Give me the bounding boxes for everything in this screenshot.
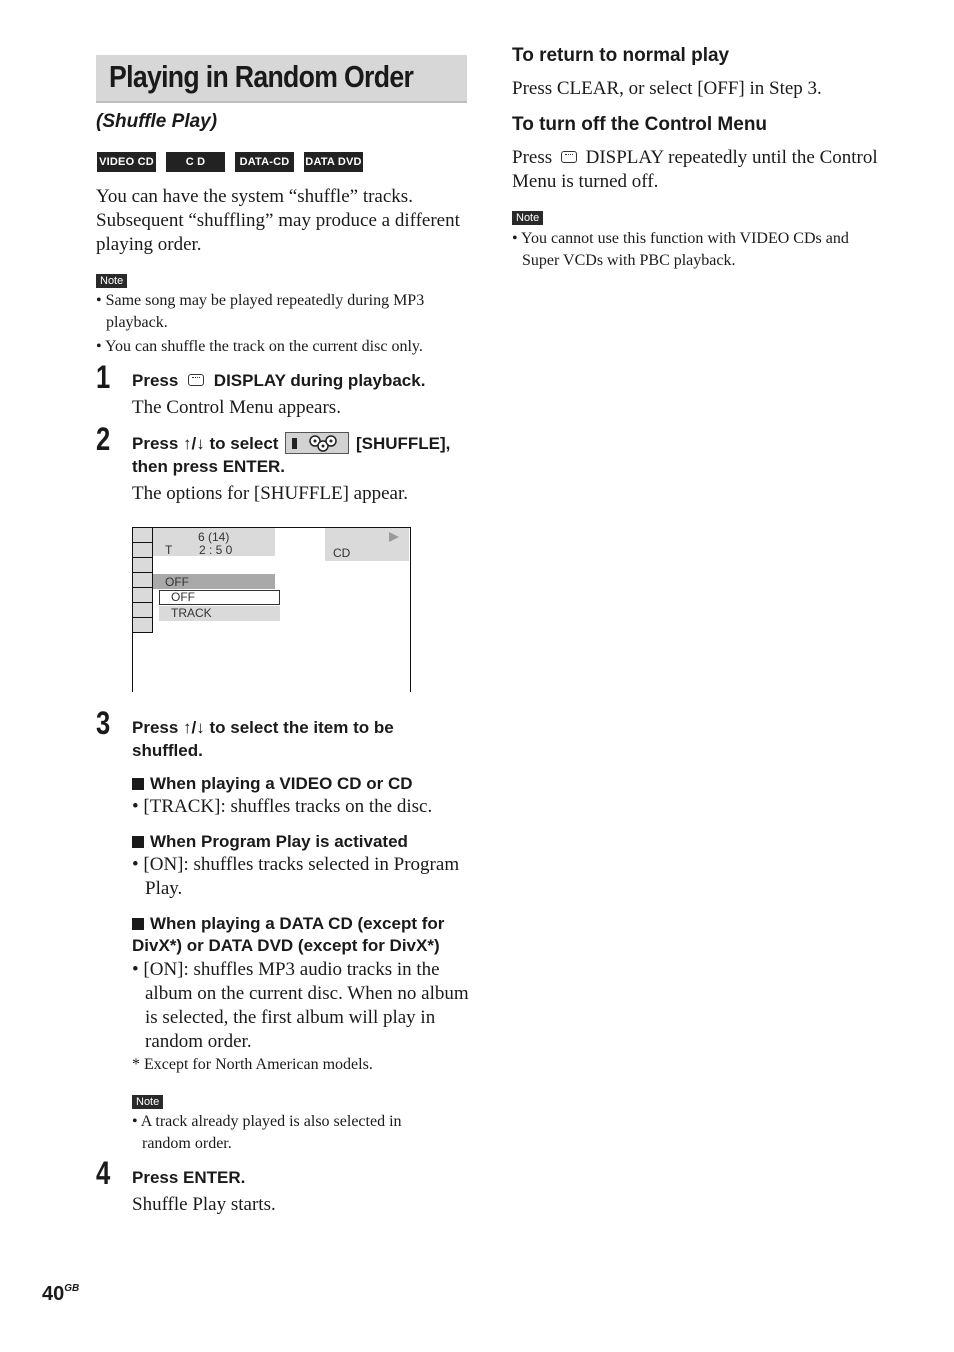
section-body-text: Menu is turned off. [512, 171, 659, 192]
step-body: The Control Menu appears. [132, 397, 341, 418]
case-item [132, 853, 459, 901]
section-heading-off: To turn off the Control Menu [512, 114, 768, 135]
section-press: Press [512, 147, 553, 168]
case-heading-data [132, 913, 444, 957]
step-heading [132, 432, 450, 455]
section-body-text: DISPLAY repeatedly until the Control [585, 147, 878, 168]
case-item-line: Play. [145, 878, 183, 899]
page-subtitle: (Shuffle Play) [96, 111, 218, 132]
note-item: • Same song may be played repeatedly during MP3 [96, 292, 425, 309]
section-body-off [512, 146, 878, 194]
badge-data-dvd: DATA DVD [304, 152, 363, 172]
case-item: • [TRACK]: shuffles tracks on the disc. [132, 796, 433, 817]
time-label: T [165, 543, 173, 557]
step-heading-text: DISPLAY during playback. [213, 371, 426, 390]
badge-cd: C D [166, 152, 225, 172]
note-item: Super VCDs with PBC playback. [522, 252, 736, 269]
badge-data-cd: DATA-CD [235, 152, 294, 172]
note-item: • You cannot use this function with VIDEO CDs and [512, 230, 849, 247]
square-bullet-icon [132, 918, 144, 930]
option-track-label: TRACK [171, 606, 212, 620]
intro-paragraph [96, 185, 460, 257]
step-body: Shuffle Play starts. [132, 1194, 276, 1215]
menu-icon-cell [133, 603, 153, 618]
note-item: playback. [106, 314, 168, 331]
menu-icon-cell [133, 573, 153, 588]
step-number: 4 [96, 1155, 111, 1191]
section-heading-return: To return to normal play [512, 45, 730, 66]
footnote: * Except for North American models. [132, 1056, 373, 1073]
note-list [132, 1111, 402, 1155]
case-item-line: is selected, the first album will play in [145, 1007, 436, 1028]
case-item [132, 958, 469, 1054]
case-item-line: • [ON]: shuffles MP3 audio tracks in the [132, 959, 440, 980]
menu-icon-cell [133, 588, 153, 603]
option-off-label: OFF [171, 590, 195, 604]
play-icon [389, 532, 399, 542]
page-number [42, 1283, 79, 1306]
shuffle-icon [285, 432, 349, 454]
step-press: Press [132, 371, 179, 390]
display-icon [561, 151, 577, 163]
step-number: 1 [96, 359, 111, 395]
section-body-return: Press CLEAR, or select [OFF] in Step 3. [512, 78, 822, 99]
intro-line: You can have the system “shuffle” tracks. [96, 186, 413, 207]
display-icon [188, 374, 204, 386]
step-heading-text: Press ENTER. [132, 1168, 246, 1187]
intro-line: playing order. [96, 234, 202, 255]
case-heading-text: When playing a DATA CD (except for [150, 914, 445, 933]
note-list [96, 290, 424, 358]
case-item-line: random order. [145, 1031, 252, 1052]
note-item: • You can shuffle the track on the current disc only. [96, 338, 423, 355]
case-heading-program [132, 831, 408, 853]
square-bullet-icon [132, 836, 144, 848]
step-heading-text: Press ↑/↓ to select [132, 434, 279, 453]
square-bullet-icon [132, 778, 144, 790]
step-heading [132, 369, 425, 392]
step-body: The options for [SHUFFLE] appear. [132, 483, 408, 504]
menu-icon-cell [133, 528, 153, 543]
menu-icon-cell [133, 543, 153, 558]
case-heading-text: DivX*) or DATA DVD (except for DivX*) [132, 936, 440, 955]
step-heading-text: [SHUFFLE], [355, 434, 451, 453]
note-item: • A track already played is also selected in [132, 1113, 402, 1130]
elapsed-time: 2 : 5 0 [199, 543, 233, 557]
case-heading-video-cd [132, 773, 413, 795]
shuffle-current: OFF [165, 575, 189, 589]
page-region: GB [64, 1283, 80, 1294]
case-heading-text: When playing a VIDEO CD or CD [150, 774, 413, 793]
case-item-line: album on the current disc. When no album [145, 983, 469, 1004]
step-heading-text: then press ENTER. [132, 457, 286, 476]
note-list [512, 228, 849, 272]
disc-type: CD [333, 546, 351, 560]
page-title: Playing in Random Order [109, 59, 414, 94]
note-label: Note [512, 211, 543, 225]
control-menu-screen [132, 527, 411, 692]
intro-line: Subsequent “shuffling” may produce a different [96, 210, 460, 231]
case-heading-text: When Program Play is activated [150, 832, 408, 851]
case-item-line: • [ON]: shuffles tracks selected in Program [132, 854, 460, 875]
badge-video-cd: VIDEO CD [97, 152, 156, 172]
page-number-value: 40 [42, 1283, 65, 1305]
track-count: 6 (14) [198, 530, 230, 544]
menu-icon-cell [133, 618, 153, 633]
step-number: 3 [96, 705, 111, 741]
menu-icon-cell [133, 558, 153, 573]
note-label: Note [96, 274, 127, 288]
step-heading-text: Press ↑/↓ to select the item to be [132, 718, 394, 737]
page-title-box [96, 55, 467, 103]
note-item: random order. [142, 1135, 232, 1152]
step-number: 2 [96, 421, 111, 457]
note-label: Note [132, 1095, 163, 1109]
step-heading-text: shuffled. [132, 741, 203, 760]
